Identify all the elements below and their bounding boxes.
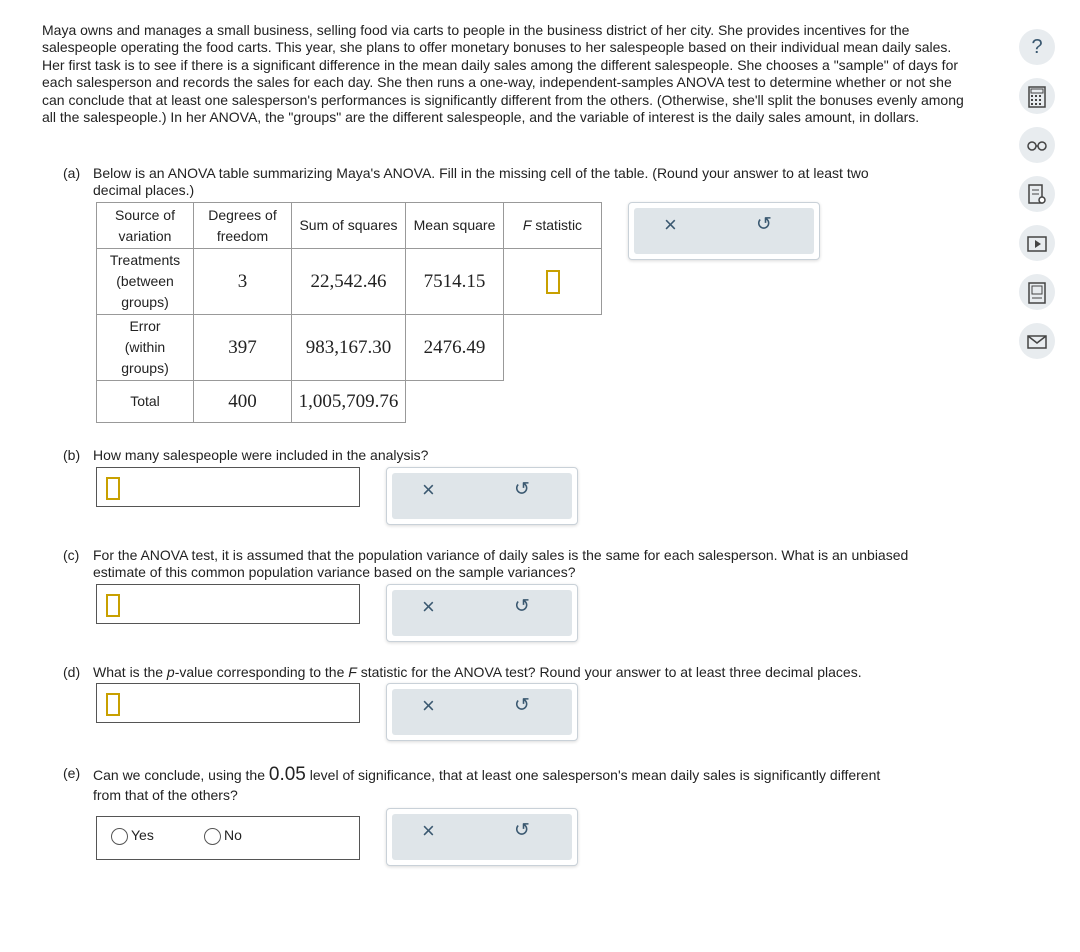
part-d-label: (d) [63, 664, 81, 680]
text-cursor [106, 594, 120, 617]
undo-button[interactable]: ↺ [514, 695, 530, 716]
clear-button[interactable]: × [422, 693, 435, 718]
reference-icon[interactable] [1019, 176, 1055, 212]
part-e-label: (e) [63, 765, 81, 781]
radio-circle-icon [111, 828, 128, 845]
part-c-text-line2: estimate of this common population variance based on the sample variances? [93, 564, 576, 580]
undo-button[interactable]: ↺ [756, 214, 772, 235]
undo-button[interactable]: ↺ [514, 596, 530, 617]
header-ms: Mean square [406, 203, 504, 249]
conclusion-choice [96, 816, 360, 860]
radio-circle-icon [204, 828, 221, 845]
calculator-icon[interactable] [1019, 78, 1055, 114]
text-cursor [106, 693, 120, 716]
undo-button[interactable]: ↺ [514, 820, 530, 841]
answer-actions-e [386, 808, 578, 866]
periodic-table-icon[interactable] [1019, 274, 1055, 310]
table-row [97, 381, 602, 423]
row-df: 397 [194, 315, 292, 381]
problem-intro: Maya owns and manages a small business, selling food via carts to people in the business district of her city. She provides incentives for the salespeople operating the food carts. This year, she plans to offer monetary bonuses to her salespeople based on their individual mean daily sales. Her first task is to see if there is a significant difference in the mean daily sales among the different salespeople. She chooses a "sample" of days for each salesperson and records the sales for each day. She then runs a one-way, independent-samples ANOVA test to determine whether or not she can conclude that at least one salesperson's performances is significantly different from the others. (Otherwise, she'll split the bonuses evenly among all the salespeople.) In her ANOVA, the "groups" are the different salespeople, and the variable of interest is the daily sales amount, in dollars. [42, 22, 964, 126]
text-cursor [106, 477, 120, 500]
yes-radio[interactable]: Yes [111, 827, 154, 845]
row-ms: 2476.49 [406, 315, 504, 381]
part-b-prompt [63, 447, 943, 465]
part-d-prompt: (d) What is the p-value corresponding to the F statistic for the ANOVA test? Round your answer to at least three decimal places. [63, 664, 862, 680]
row-source: Error (within groups) [97, 315, 194, 381]
salespeople-count-input[interactable] [96, 467, 360, 507]
part-c-prompt [63, 547, 963, 583]
table-row [97, 315, 602, 381]
row-ss: 983,167.30 [292, 315, 406, 381]
mail-icon[interactable] [1019, 323, 1055, 359]
undo-button[interactable]: ↺ [514, 479, 530, 500]
answer-actions-c [386, 584, 578, 642]
part-e-prompt: (e) Can we conclude, using the 0.05 level of significance, that at least one salesperson's mean daily sales is significantly different from that of the others? [63, 764, 881, 803]
part-a-text: Below is an ANOVA table summarizing Maya's ANOVA. Fill in the missing cell of the table. (Round your answer to at least two decimal places.) [93, 165, 869, 198]
row-ss: 22,542.46 [292, 249, 406, 315]
video-icon[interactable] [1019, 225, 1055, 261]
row-ss: 1,005,709.76 [292, 381, 406, 423]
text-cursor [546, 270, 560, 294]
header-df: Degrees of freedom [194, 203, 292, 249]
row-ms: 7514.15 [406, 249, 504, 315]
header-source: Source of variation [97, 203, 194, 249]
answer-actions-d [386, 683, 578, 741]
help-icon[interactable]: ? [1019, 29, 1055, 65]
row-source: Treatments (between groups) [97, 249, 194, 315]
table-row [97, 249, 602, 315]
part-b-label: (b) [63, 447, 81, 463]
clear-button[interactable]: × [422, 594, 435, 619]
header-f: F statistic [504, 203, 602, 249]
answer-actions-b [386, 467, 578, 525]
row-df: 3 [194, 249, 292, 315]
part-c-label: (c) [63, 547, 80, 563]
answer-actions-a [628, 202, 820, 260]
variance-estimate-input[interactable] [96, 584, 360, 624]
row-source: Total [97, 381, 194, 423]
clear-button[interactable]: × [422, 818, 435, 843]
f-statistic-input[interactable] [504, 249, 602, 315]
clear-button[interactable]: × [422, 477, 435, 502]
glasses-icon[interactable] [1019, 127, 1055, 163]
clear-button[interactable]: × [664, 212, 677, 237]
no-radio[interactable]: No [204, 827, 242, 845]
anova-table [96, 202, 602, 423]
part-a-label: (a) [63, 165, 81, 181]
header-ss: Sum of squares [292, 203, 406, 249]
part-c-text-line1: For the ANOVA test, it is assumed that the population variance of daily sales is the same for each salesperson. What is an unbiased [93, 547, 909, 563]
row-df: 400 [194, 381, 292, 423]
part-b-text: How many salespeople were included in the analysis? [93, 447, 429, 463]
p-value-input[interactable] [96, 683, 360, 723]
alpha-value: 0.05 [268, 764, 306, 785]
